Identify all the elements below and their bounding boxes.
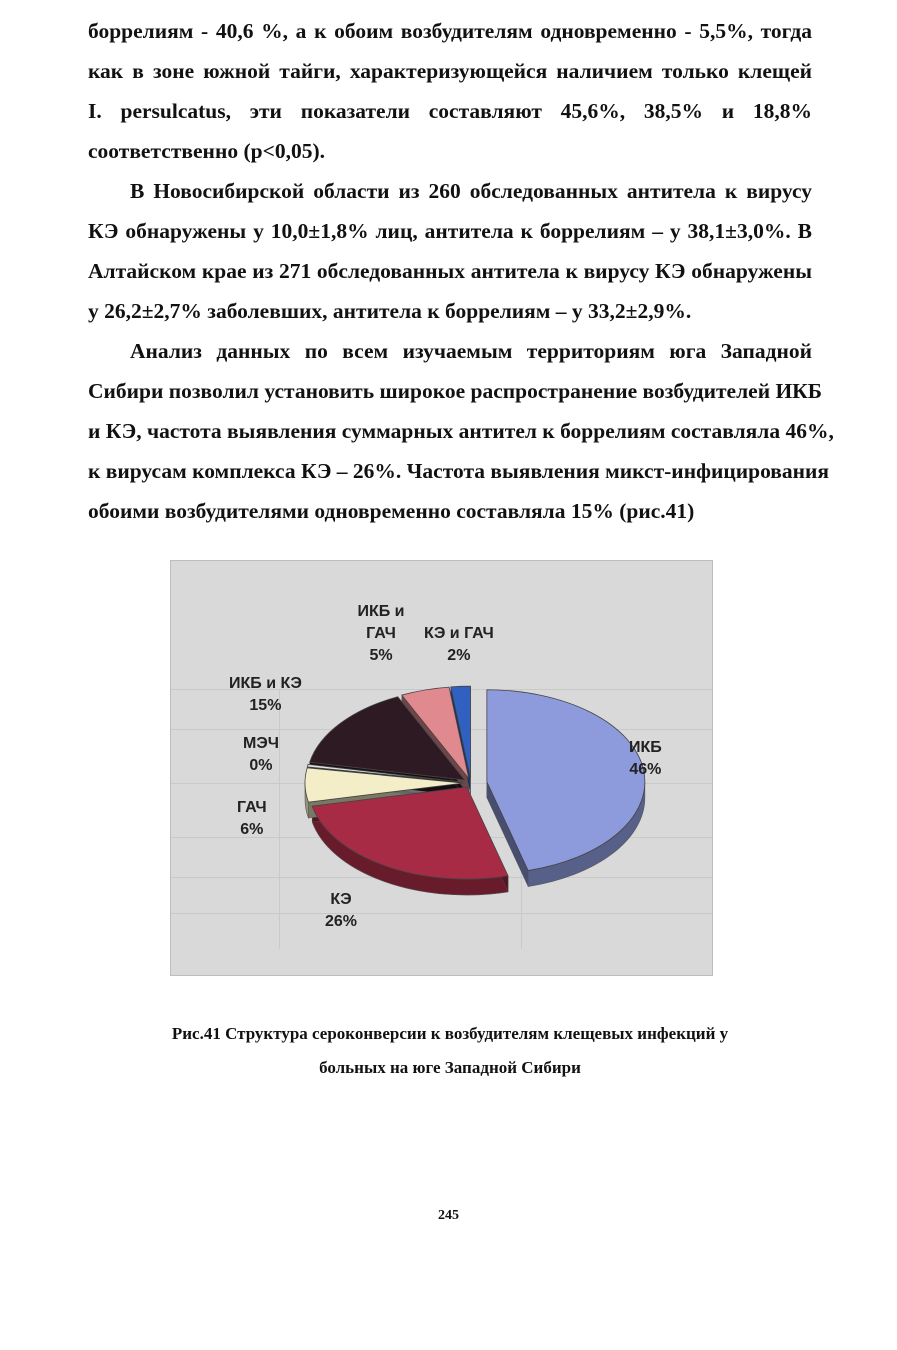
text-line: I. persulcatus, эти показатели составляют 45,6%, 38,5% и 18,8% [88, 99, 812, 123]
label-name: ИКБ и ГАЧ [357, 603, 405, 642]
text-line: боррелиям - 40,6 %, а к обоим возбудителям одновременно - 5,5%, тогда [88, 19, 812, 43]
label-ikb-gach [351, 601, 411, 667]
text-line: соответственно (p<0,05). [88, 139, 325, 163]
text-line: к вирусам комплекса КЭ – 26%. Частота выявления микст-инфицирования [88, 459, 830, 483]
label-value: 2% [447, 647, 471, 664]
text-line: как в зоне южной тайги, характеризующейся наличием только клещей [88, 59, 812, 83]
label-value: 15% [249, 697, 282, 714]
text-line: у 26,2±2,7% заболевших, антитела к боррелиям – у 33,2±2,9%. [88, 299, 692, 323]
label-ke [325, 889, 357, 933]
label-value: 0% [249, 757, 273, 774]
label-value: 5% [369, 647, 393, 664]
text-line: КЭ обнаружены у 10,0±1,8% лиц, антитела к боррелиям – у 38,1±3,0%. В [88, 219, 812, 243]
label-ikb-ke [229, 673, 302, 717]
label-gach [237, 797, 267, 841]
label-value: 6% [240, 821, 264, 838]
label-ikb [629, 737, 662, 781]
pie-chart-figure [170, 560, 713, 976]
label-value: 26% [325, 913, 358, 930]
label-name: КЭ и ГАЧ [424, 625, 494, 642]
label-ke-gach [424, 623, 494, 667]
label-name: ГАЧ [237, 799, 267, 816]
text-line: Анализ данных по всем изучаемым территориям юга Западной [130, 339, 812, 363]
text-line: В Новосибирской области из 260 обследованных антитела к вирусу [130, 179, 812, 203]
text-line: обоими возбудителями одновременно составляла 15% (рис.41) [88, 499, 695, 523]
label-name: ИКБ [629, 739, 662, 756]
label-name: КЭ [330, 891, 352, 908]
page-number: 245 [438, 1208, 459, 1223]
text-line: Сибири позволил установить широкое распространение возбудителей ИКБ [88, 379, 822, 403]
figure-caption-line1: Рис.41 Структура сероконверсии к возбудителям клещевых инфекций у [171, 1024, 729, 1043]
label-value: 46% [629, 761, 662, 778]
text-line: Алтайском крае из 271 обследованных антитела к вирусу КЭ обнаружены [88, 259, 812, 283]
text-line: и КЭ, частота выявления суммарных антител к боррелиям составляла 46%, [88, 419, 834, 443]
label-name: ИКБ и КЭ [229, 675, 302, 692]
label-name: МЭЧ [243, 735, 279, 752]
label-mech [243, 733, 279, 777]
figure-caption-line2: больных на юге Западной Сибири [319, 1058, 581, 1077]
